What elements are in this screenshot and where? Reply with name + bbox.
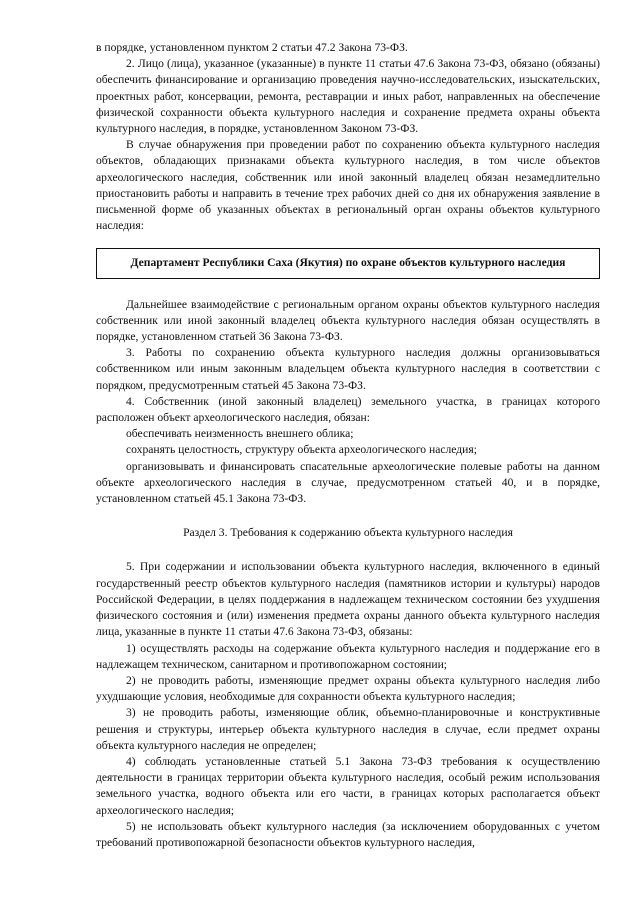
department-name: Департамент Республики Саха (Якутия) по охране объектов культурного наследия — [130, 256, 566, 270]
list-item: 4) соблюдать установленные статьей 5.1 Закона 73-ФЗ требования к осуществлению деятельности в границах территории объекта культурного наследия, особый режим использования земельного участка, водного объекта или его части, в границах которых располагается объект археологического наследия; — [96, 754, 600, 817]
section-title: Раздел 3. Требования к содержанию объекта культурного наследия — [183, 526, 513, 540]
list-item: организовывать и финансировать спасательные археологические полевые работы на данном объекте археологического наследия в случае, предусмотренном статьей 40, и в порядке, установленном статьей 45.1 Закона 73-ФЗ. — [96, 459, 600, 506]
paragraph: 3. Работы по сохранению объекта культурного наследия должны организовываться собственником или иным законным владельцем объекта культурного наследия в соответствии с порядком, предусмотренным статьей 45 Закона 73-ФЗ. — [96, 346, 600, 392]
list-item: сохранять целостность, структуру объекта археологического наследия; — [126, 443, 477, 457]
paragraph: Дальнейшее взаимодействие с региональным органом охраны объектов культурного наследия собственник или иной законный владелец объекта культурного наследия обязан осуществлять в порядке, установленном статьей 36 Закона 73-ФЗ. — [96, 297, 600, 344]
list-item: 2) не проводить работы, изменяющие предмет охраны объекта культурного наследия либо ухудшающие условия, необходимые для сохранности объекта культурного наследия; — [96, 673, 600, 704]
paragraph: 2. Лицо (лица), указанное (указанные) в пункте 11 статьи 47.6 Закона 73-ФЗ, обязано (обязаны) обеспечить финансирование и организацию проведения научно-исследовательских, изыскательских, проектных работ, консервации, ремонта, реставрации и иных работ, направленных на обеспечение физической сохранности объекта культурного наследия и сохранение предмета охраны объекта культурного наследия, в порядке, установленном Законом 73-ФЗ. — [96, 57, 600, 136]
paragraph: 5. При содержании и использовании объекта культурного наследия, включенного в единый государственный реестр объектов культурного наследия (памятников истории и культуры) народов Российской Федерации, в целях поддержания в надлежащем техническом состоянии без ухудшения физического состояния и (или) изменения предмета охраны данного объекта культурного наследия лица, указанные в пункте 11 статьи 47.6 Закона 73-ФЗ, обязаны: — [96, 560, 600, 639]
paragraph: 4. Собственник (иной законный владелец) земельного участка, в границах которого расположен объект археологического наследия, обязан: — [96, 394, 600, 425]
paragraph: в порядке, установленном пунктом 2 статьи 47.2 Закона 73-ФЗ. — [96, 41, 408, 54]
list-item: 3) не проводить работы, изменяющие облик, объемно-планировочные и конструктивные решения и структуры, интерьер объекта культурного наследия в случае, если предмет охраны объекта культурного наследия не определен; — [96, 706, 600, 752]
department-name-box — [96, 248, 600, 278]
paragraph: В случае обнаружения при проведении работ по сохранению объекта культурного наследия объектов, обладающих признаками объекта культурного наследия, в том числе объектов археологического наследия, собственник или иной законный владелец обязан незамедлительно приостановить работы и направить в течение трех рабочих дней со дня их обнаружения заявление в письменной форме об указанных объектах в региональный орган охраны объектов культурного наследия: — [96, 138, 600, 233]
list-item: 1) осуществлять расходы на содержание объекта культурного наследия и поддержание его в надлежащем техническом, санитарном и противопожарном состоянии; — [96, 641, 600, 671]
list-item: 5) не использовать объект культурного наследия (за исключением оборудованных с учетом требований противопожарной безопасности объектов культурного наследия, — [96, 819, 600, 849]
list-item: обеспечивать неизменность внешнего облика; — [126, 427, 354, 441]
